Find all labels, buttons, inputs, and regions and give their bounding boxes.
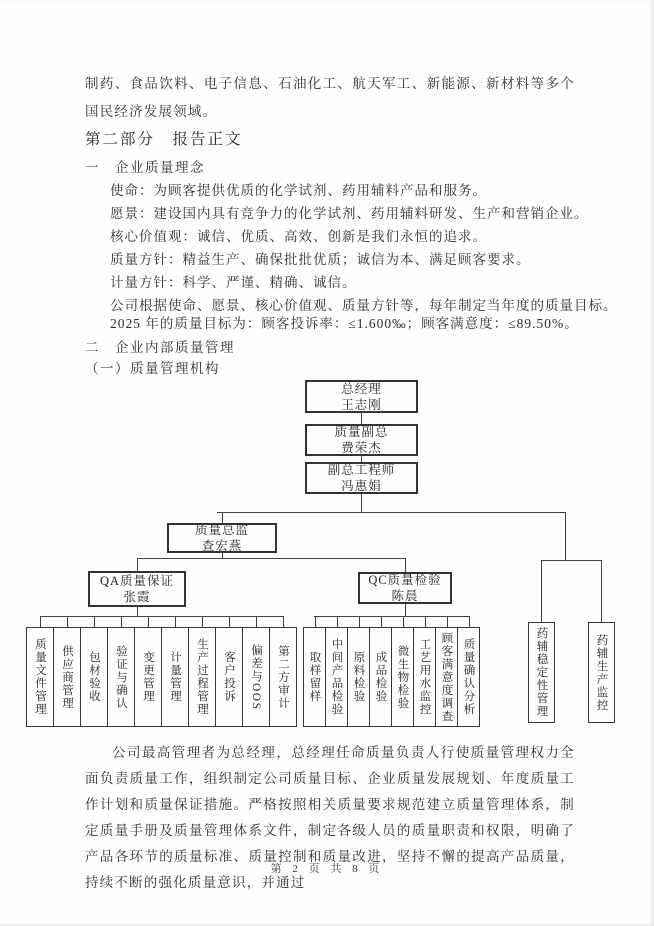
connector-line <box>361 413 362 424</box>
page-number-footer: 第 2 页 共 8 页 <box>270 863 384 875</box>
intro-paragraph: 制药、食品饮料、电子信息、石油化工、航天军工、新能源、新材料等多个国民经济发展领域。 <box>85 76 575 119</box>
org-node-person: 张霞 <box>123 590 151 604</box>
goal-2025-line: 2025 年的质量目标为：顾客投诉率：≤1.600‰；顾客满意度：≤89.50%。 <box>110 316 579 331</box>
connector-line <box>541 560 542 622</box>
org-node-title: 质量总监 <box>194 523 249 537</box>
org-node-ceo <box>305 380 418 413</box>
org-node-quality-vp <box>305 424 418 456</box>
org-node-qc-child: 原料检验 <box>347 627 370 727</box>
org-node-qc <box>358 572 452 604</box>
org-node-quality-director <box>167 523 277 553</box>
quality-policy-line: 质量方针：精益生产、确保批批优质；诚信为本、满足顾客要求。 <box>110 252 531 267</box>
org-node-title: QA质量保证 <box>99 574 175 588</box>
org-node-person: 费荣杰 <box>341 441 382 455</box>
org-node-qc-child: 中间产品检验 <box>325 627 348 727</box>
org-node-qa-child: 变更管理 <box>134 627 162 727</box>
org-node-qa-child: 质量文件管理 <box>26 627 54 727</box>
qa-children-row <box>26 627 297 727</box>
org-node-qa <box>88 571 186 607</box>
subsection-1-heading: 一 企业质量理念 <box>85 160 205 175</box>
org-node-qc-child: 成品检验 <box>369 627 392 727</box>
org-node-qa-child: 第二方审计 <box>269 627 297 727</box>
connector-line <box>217 512 566 513</box>
org-node-qa-child: 验证与确认 <box>107 627 135 727</box>
org-node-qc-child: 质量确认分析 <box>457 627 480 727</box>
connector-line <box>565 512 566 560</box>
connector-line <box>405 558 406 572</box>
org-node-person: 查宏燕 <box>201 539 243 553</box>
org-node-qa-child: 包材验收 <box>80 627 108 727</box>
mission-line: 使命：为顾客提供优质的化学试剂、药用辅料产品和服务。 <box>110 183 487 198</box>
org-node-title: 质量副总 <box>334 425 389 439</box>
org-node-production-monitoring: 药辅生产监控 <box>588 622 615 723</box>
org-node-qa-child: 偏差与OOS <box>242 627 270 727</box>
connector-line <box>541 560 602 561</box>
subsection-2-1-heading: （一）质量管理机构 <box>85 361 220 376</box>
connector-line <box>137 607 138 616</box>
connector-line <box>405 604 406 616</box>
org-node-chief-engineer <box>305 462 418 494</box>
goal-intro-line: 公司根据使命、愿景、核心价值观、质量方针等，每年制定当年度的质量目标。 <box>110 298 618 313</box>
org-node-qc-child: 微生物检验 <box>391 627 414 727</box>
org-node-title: 总经理 <box>341 381 382 396</box>
org-node-person: 陈晨 <box>391 589 419 603</box>
org-node-qa-child: 生产过程管理 <box>188 627 216 727</box>
qc-children-row <box>303 627 480 727</box>
connector-line <box>137 558 406 559</box>
connector-line <box>137 558 138 571</box>
org-node-qc-child: 顾客满意度调查 <box>435 627 458 727</box>
vision-line: 愿景：建设国内具有竞争力的化学试剂、药用辅料研发、生产和营销企业。 <box>110 206 589 221</box>
org-node-qa-child: 客户投诉 <box>215 627 243 727</box>
org-node-qc-child: 工艺用水监控 <box>413 627 436 727</box>
core-values-line: 核心价值观：诚信、优质、高效、创新是我们永恒的追求。 <box>110 229 487 244</box>
metrology-policy-line: 计量方针：科学、严谨、精确、诚信。 <box>110 275 357 290</box>
org-node-person: 王志刚 <box>341 397 382 412</box>
org-node-stability-management: 药辅稳定性管理 <box>528 622 555 723</box>
connector-line <box>601 560 602 622</box>
org-node-person: 冯惠娟 <box>341 479 382 493</box>
org-node-title: QC质量检验 <box>368 573 442 587</box>
subsection-2-heading: 二 企业内部质量管理 <box>85 340 235 355</box>
org-node-qc-child: 取样留样 <box>303 627 326 727</box>
org-node-title: 副总工程师 <box>327 463 396 477</box>
org-node-qa-child: 计量管理 <box>161 627 189 727</box>
connector-line <box>40 616 284 617</box>
connector-line <box>361 494 362 512</box>
section-heading: 第二部分 报告正文 <box>85 131 243 148</box>
closing-paragraph: 公司最高管理者为总经理，总经理任命质量负责人行使质量管理权力全面负责质量工作，组织制定公司质量目标、企业质量发展规划、年度质量工作计划和质量保证措施。严格按照相关质量要求规范建立质量管理体系，制定质量手册及质量管理体系文件，制定各级人员的质量职责和权限，明确了产品各环节的质量标准、质量控制和质量改进，坚持不懈的提高产品质量，持续不断的强化质量意识，并通过 <box>85 745 575 890</box>
org-node-qa-child: 供应商管理 <box>53 627 81 727</box>
